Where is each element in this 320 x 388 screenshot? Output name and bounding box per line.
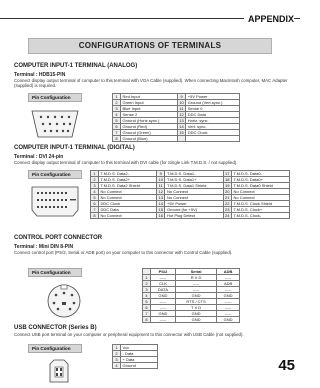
analog-pin-number: 4 bbox=[113, 112, 121, 118]
digital-pin-number: 13 bbox=[158, 195, 163, 200]
control-pin-signal: ----- bbox=[175, 281, 216, 287]
digital-pin-signal: DDC Data bbox=[99, 207, 157, 213]
digital-heading: COMPUTER INPUT-1 TERMINAL (DIGITAL) bbox=[14, 145, 135, 151]
digital-pin-number: 6 bbox=[91, 201, 99, 207]
page-number: 45 bbox=[278, 357, 295, 374]
digital-pin-signal: No Connect bbox=[99, 213, 157, 219]
usb-pin-signal: - Data bbox=[121, 351, 158, 357]
digital-pin-signal: No Connect bbox=[99, 195, 157, 201]
digital-pin-signal: No Connect bbox=[165, 195, 223, 201]
control-pin-signal: GND bbox=[217, 293, 240, 299]
digital-pin-number: 9 bbox=[157, 171, 165, 177]
digital-pin-number: 15 bbox=[158, 207, 163, 212]
digital-pin-signal: T.M.D.S. Data1- bbox=[165, 171, 223, 177]
digital-pin-signal: No Connect bbox=[231, 195, 289, 201]
control-pin-signal: ----- bbox=[175, 287, 216, 293]
usb-pin-number: 4 bbox=[113, 363, 121, 369]
control-pin-signal: ----- bbox=[151, 317, 176, 323]
hdb15-connector-icon bbox=[30, 108, 80, 140]
control-pin-signal: CLK bbox=[151, 281, 176, 287]
usb-pin-number: 1 bbox=[113, 345, 121, 351]
dvi-connector-icon bbox=[30, 184, 80, 220]
control-column-header: ADB bbox=[217, 269, 240, 275]
digital-pin-signal: T.M.D.S. Data1+ bbox=[165, 177, 223, 183]
control-pin-signal: ----- bbox=[217, 287, 240, 293]
control-pin-number: 4 bbox=[143, 293, 151, 299]
digital-pin-number: 2 bbox=[91, 177, 99, 183]
digital-pin-row bbox=[91, 171, 290, 177]
usb-b-connector-icon bbox=[47, 358, 71, 384]
usb-pin-config-label: Pin Configuration bbox=[28, 344, 82, 353]
control-pin-number: 8 bbox=[143, 317, 151, 323]
control-pin-number: 6 bbox=[143, 305, 151, 311]
usb-description: Connect USB port terminal on your computer or peripheral equipment to this connector with USB Cable (not supplied). bbox=[14, 332, 244, 337]
usb-pin-row bbox=[113, 363, 158, 369]
analog-pin-row bbox=[113, 136, 240, 142]
usb-pin-signal: Ground bbox=[121, 363, 158, 369]
digital-pin-number: 1 bbox=[91, 171, 99, 177]
usb-pin-table bbox=[112, 344, 158, 369]
digital-pin-number: 22 bbox=[225, 201, 230, 206]
control-pin-number: 1 bbox=[143, 275, 151, 281]
analog-pin-signal: Sense 0 bbox=[186, 106, 240, 112]
control-pin-signal: GND bbox=[175, 293, 216, 299]
control-pin-table bbox=[142, 268, 240, 323]
digital-pin-number: 21 bbox=[225, 195, 230, 200]
digital-pin-number: 7 bbox=[91, 207, 99, 213]
analog-pin-number: 8 bbox=[113, 136, 121, 142]
analog-pin-number: 6 bbox=[113, 124, 121, 130]
digital-pin-signal: T.M.D.S. Clock- bbox=[231, 213, 289, 219]
digital-pin-number: 17 bbox=[225, 171, 230, 176]
analog-pin-signal: Red Input bbox=[121, 94, 178, 100]
digital-pin-number: 10 bbox=[158, 177, 163, 182]
analog-pin-number: 14 bbox=[179, 124, 184, 129]
digital-terminal: Terminal : DVI 24-pin bbox=[14, 154, 64, 160]
digital-pin-number: 16 bbox=[158, 213, 163, 218]
digital-pin-signal: T.M.D.S. Data2 Shield bbox=[99, 183, 157, 189]
usb-pin-number: 3 bbox=[113, 357, 121, 363]
digital-pin-number: 18 bbox=[225, 177, 230, 182]
section-label: APPENDIX bbox=[244, 11, 294, 27]
control-pin-signal: ----- bbox=[217, 299, 240, 305]
analog-pin-signal: Ground (Vert.sync.) bbox=[186, 100, 240, 106]
analog-pin-signal: Ground (Horiz.sync.) bbox=[121, 118, 178, 124]
control-column-header: Serial bbox=[175, 269, 216, 275]
analog-terminal: Terminal : HDB15-PIN bbox=[14, 72, 66, 78]
control-pin-signal: ----- bbox=[217, 305, 240, 311]
control-pin-signal: GND bbox=[175, 317, 216, 323]
usb-pin-signal: Vcc bbox=[121, 345, 158, 351]
control-pin-signal: ----- bbox=[217, 311, 240, 317]
control-pin-number: 2 bbox=[143, 281, 151, 287]
analog-pin-number: 15 bbox=[179, 130, 184, 135]
digital-pin-signal: Ground (for +5V) bbox=[165, 207, 223, 213]
analog-pin-signal: Green Input bbox=[121, 100, 178, 106]
control-pin-number: 5 bbox=[143, 299, 151, 305]
control-pin-signal: GND bbox=[217, 317, 240, 323]
control-pin-signal: GND bbox=[151, 311, 176, 317]
analog-pin-signal bbox=[186, 136, 240, 142]
analog-pin-signal: Ground (Blue) bbox=[121, 136, 178, 142]
digital-pin-number: 20 bbox=[225, 189, 230, 194]
analog-pin-signal: +5V Power bbox=[186, 94, 240, 100]
digital-pin-signal: No Connect bbox=[99, 189, 157, 195]
control-pin-signal: ADB bbox=[217, 281, 240, 287]
digital-pin-signal: T.M.D.S. Clock Shield bbox=[231, 201, 289, 207]
analog-pin-signal: Ground (Green) bbox=[121, 130, 178, 136]
digital-pin-number: 11 bbox=[157, 183, 165, 189]
digital-pin-signal: T.M.D.S. Data2- bbox=[99, 171, 157, 177]
control-pin-signal: ----- bbox=[151, 299, 176, 305]
digital-pin-row bbox=[91, 177, 290, 183]
control-heading: CONTROL PORT CONNECTOR bbox=[14, 235, 103, 241]
control-column-header: PS/2 bbox=[151, 269, 176, 275]
appendix-header bbox=[0, 11, 300, 27]
control-pin-signal: T X D bbox=[175, 305, 216, 311]
digital-pin-number: 14 bbox=[158, 201, 163, 206]
digital-pin-number: 23 bbox=[225, 207, 230, 212]
analog-pin-table bbox=[112, 93, 240, 142]
control-pin-number: 3 bbox=[143, 287, 151, 293]
digital-pin-row bbox=[91, 213, 290, 219]
digital-pin-signal: T.M.D.S. Data1 Shield bbox=[165, 183, 223, 189]
control-pin-signal: RTS / CTS bbox=[175, 299, 216, 305]
digital-pin-number: 19 bbox=[225, 183, 230, 188]
digital-pin-row bbox=[91, 183, 290, 189]
digital-pin-signal: +5V Power bbox=[165, 201, 223, 207]
analog-pin-number: 5 bbox=[113, 118, 121, 124]
control-pin-config-label: Pin Configuration bbox=[28, 268, 82, 277]
control-description: Connect control port (PS/2, Serial or ADB port) on your computer to this connector with Control Cable (supplied). bbox=[14, 250, 233, 255]
digital-pin-number: 5 bbox=[91, 195, 99, 201]
digital-pin-number: 4 bbox=[91, 189, 99, 195]
analog-description: Connect display output terminal of computer to this terminal with VGA Cable (supplied). When connecting Macintosh computer, MAC Adapter (supplied) is required. bbox=[14, 78, 288, 89]
usb-heading: USB CONNECTOR (Series B) bbox=[14, 325, 97, 331]
analog-pin-signal: Blue Input bbox=[121, 106, 178, 112]
analog-pin-number: 13 bbox=[179, 118, 184, 123]
analog-heading: COMPUTER INPUT-1 TERMINAL (ANALOG) bbox=[14, 63, 138, 69]
digital-pin-table bbox=[90, 170, 290, 219]
analog-pin-number bbox=[177, 136, 185, 142]
analog-pin-config-label: Pin Configuration bbox=[28, 93, 82, 102]
analog-pin-number: 1 bbox=[113, 94, 121, 100]
analog-pin-signal: Vert. sync. bbox=[186, 124, 240, 130]
digital-pin-signal: Hot Plug Detect bbox=[165, 213, 223, 219]
analog-pin-number: 10 bbox=[179, 100, 184, 105]
analog-pin-number: 2 bbox=[113, 100, 121, 106]
digital-pin-number: 24 bbox=[225, 213, 230, 218]
digital-pin-number: 12 bbox=[158, 189, 163, 194]
analog-pin-signal: DDC Data bbox=[186, 112, 240, 118]
analog-pin-number: 9 bbox=[177, 94, 185, 100]
digital-pin-signal: No Connect bbox=[165, 189, 223, 195]
control-pin-signal: ----- bbox=[151, 275, 176, 281]
analog-pin-number: 12 bbox=[179, 112, 184, 117]
digital-pin-config-label: Pin Configuration bbox=[28, 170, 82, 179]
digital-description: Connect display output terminal of computer to this terminal with DVI cable (for Single Link T.M.D.S. / not supplied). bbox=[14, 160, 238, 165]
analog-pin-signal: DDC Clock bbox=[186, 130, 240, 136]
analog-pin-number: 7 bbox=[113, 130, 121, 136]
usb-pin-signal: + Data bbox=[121, 357, 158, 363]
digital-pin-signal: T.M.D.S. Data2+ bbox=[99, 177, 157, 183]
analog-pin-number: 3 bbox=[113, 106, 121, 112]
control-terminal: Terminal : Mini DIN 8-PIN bbox=[14, 244, 74, 250]
page-title: CONFIGURATIONS OF TERMINALS bbox=[28, 38, 272, 54]
digital-pin-signal: T.M.D.S. Clock+ bbox=[231, 207, 289, 213]
control-pin-signal: GND bbox=[151, 293, 176, 299]
analog-pin-signal: Ground (Red) bbox=[121, 124, 178, 130]
mini-din-connector-icon bbox=[45, 282, 83, 320]
digital-pin-number: 8 bbox=[91, 213, 99, 219]
digital-pin-signal: No Connect bbox=[231, 189, 289, 195]
control-pin-signal: R X D bbox=[175, 275, 216, 281]
analog-pin-signal: Horiz. sync. bbox=[186, 118, 240, 124]
control-pin-signal: DATA bbox=[151, 287, 176, 293]
control-pin-row bbox=[143, 317, 240, 323]
digital-pin-signal: T.M.D.S. Data0 Shield bbox=[231, 183, 289, 189]
analog-pin-number: 11 bbox=[177, 106, 185, 112]
digital-pin-number: 3 bbox=[91, 183, 99, 189]
usb-pin-number: 2 bbox=[113, 351, 121, 357]
digital-pin-signal: T.M.D.S. Data0- bbox=[231, 171, 289, 177]
digital-pin-signal: DDC Clock bbox=[99, 201, 157, 207]
control-pin-signal: ----- bbox=[217, 275, 240, 281]
control-pin-signal: GND bbox=[175, 311, 216, 317]
control-pin-signal: ----- bbox=[151, 305, 176, 311]
control-pin-number: 7 bbox=[143, 311, 151, 317]
analog-pin-signal: Sense 2 bbox=[121, 112, 178, 118]
digital-pin-signal: T.M.D.S. Data0+ bbox=[231, 177, 289, 183]
